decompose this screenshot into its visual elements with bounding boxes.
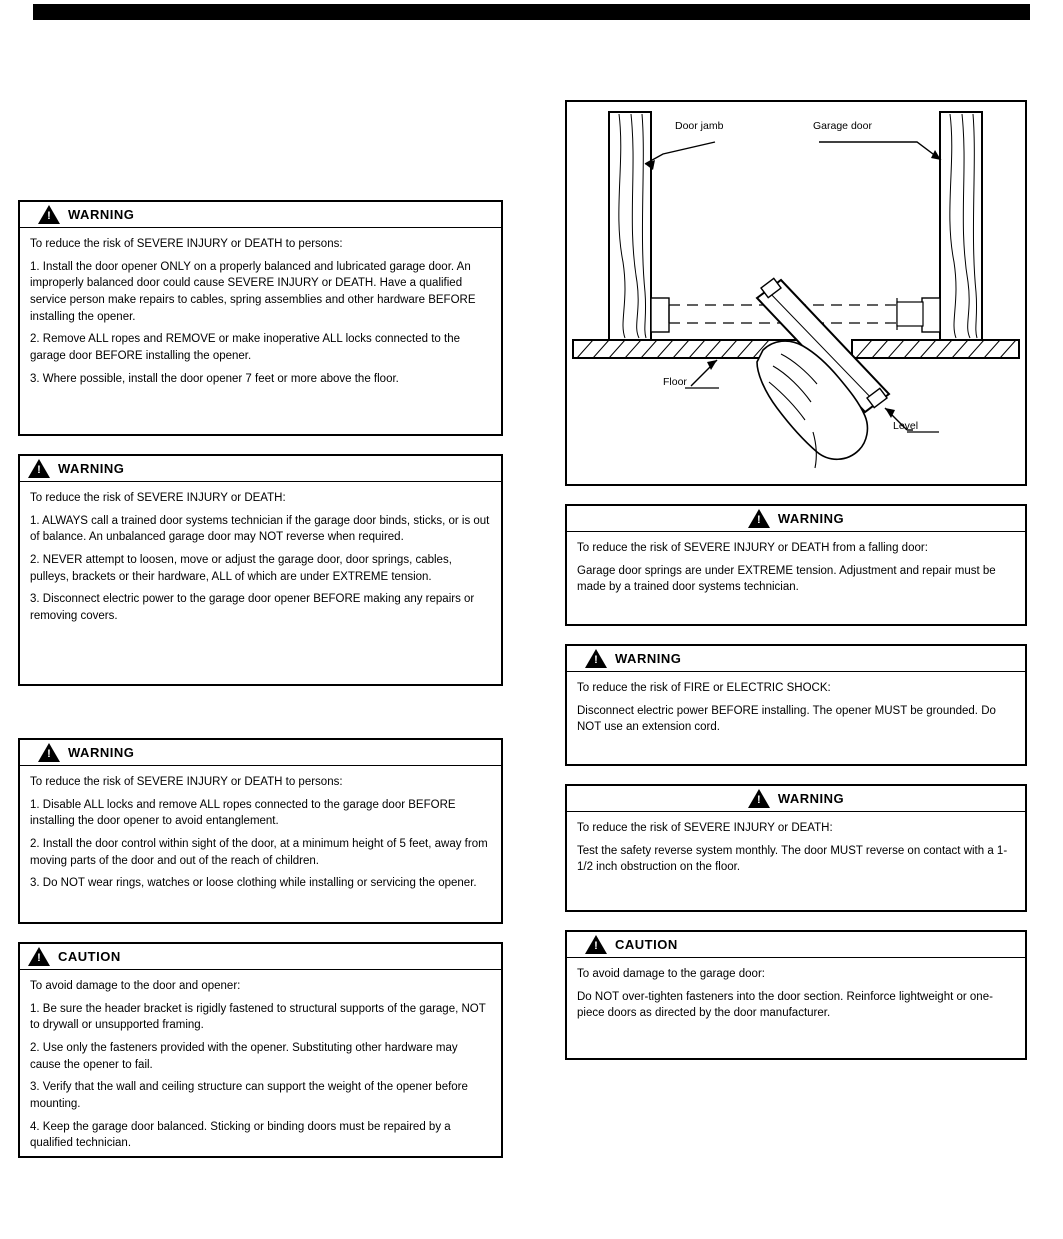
notice-body	[20, 970, 501, 1162]
warning-triangle-icon	[585, 649, 607, 668]
notice-label: WARNING	[615, 651, 682, 666]
notice-label: WARNING	[777, 511, 845, 526]
warning-spring-tension	[565, 504, 1027, 626]
notice-line: Do NOT over-tighten fasteners into the door section. Reinforce lightweight or one-piece doors as directed by the door manufacturer.	[577, 990, 993, 1020]
page-header-bar	[33, 4, 1030, 20]
warning-triangle-icon	[28, 459, 50, 478]
warning-electrical	[18, 454, 503, 686]
right-column	[565, 100, 1027, 1078]
notice-line: 3. Where possible, install the door opener 7 feet or more above the floor.	[30, 372, 399, 385]
notice-line: 1. Be sure the header bracket is rigidly fastened to structural supports of the garage, NOT to drywall or unsupported framing.	[30, 1002, 486, 1032]
notice-header	[567, 932, 1025, 958]
diagram-svg	[567, 102, 1025, 484]
notice-label: WARNING	[58, 461, 125, 476]
caution-drilling	[18, 942, 503, 1158]
warning-triangle-icon	[748, 789, 770, 808]
notice-line: Disconnect electric power BEFORE installing. The opener MUST be grounded. Do NOT use an extension cord.	[577, 704, 996, 734]
notice-line: 3. Disconnect electric power to the garage door opener BEFORE making any repairs or removing covers.	[30, 593, 475, 623]
figure-label-garage-door: Garage door	[813, 120, 872, 132]
warning-safety-reverse	[565, 784, 1027, 912]
garage-door-jamb-diagram	[565, 100, 1027, 486]
notice-line: 2. Use only the fasteners provided with the opener. Substituting other hardware may cause the opener to fail.	[30, 1042, 458, 1071]
notice-line: 1. Install the door opener ONLY on a properly balanced and lubricated garage door. An improperly balanced door could cause SEVERE INJURY or DEATH. Have a qualified service person make repairs to cables, spring assemblies and other hardware BEFORE installing the opener.	[30, 260, 476, 323]
notice-body	[567, 958, 1025, 1032]
notice-body	[20, 228, 501, 397]
left-column	[18, 40, 503, 1176]
notice-line: To reduce the risk of SEVERE INJURY or DEATH from a falling door:	[577, 542, 928, 554]
warning-entrapment	[18, 200, 503, 436]
warning-door-lock	[18, 738, 503, 924]
notice-header	[567, 506, 1025, 532]
warning-triangle-icon	[38, 743, 60, 762]
notice-line: 1. ALWAYS call a trained door systems technician if the garage door binds, sticks, or is out of balance. An unbalanced garage door may NOT reverse when required.	[30, 514, 490, 544]
notice-line: 2. NEVER attempt to loosen, move or adjust the garage door, door springs, cables, pulleys, brackets or their hardware, ALL of which are under EXTREME tension.	[30, 554, 452, 583]
notice-label: CAUTION	[58, 949, 121, 964]
notice-body	[20, 482, 501, 635]
notice-body	[20, 766, 501, 902]
notice-line: To reduce the risk of FIRE or ELECTRIC SHOCK:	[577, 682, 831, 694]
warning-triangle-icon	[38, 205, 60, 224]
notice-header	[20, 456, 501, 482]
notice-line: Garage door springs are under EXTREME tension. Adjustment and repair must be made by a trained door systems technician.	[577, 564, 996, 594]
warning-triangle-icon	[28, 947, 50, 966]
notice-label: CAUTION	[615, 937, 678, 952]
warning-power-supply	[565, 644, 1027, 766]
notice-label: WARNING	[777, 791, 845, 806]
notice-line: To avoid damage to the garage door:	[577, 968, 765, 980]
notice-body	[567, 812, 1025, 886]
notice-label: WARNING	[68, 745, 135, 760]
warning-triangle-icon	[585, 935, 607, 954]
notice-line: To reduce the risk of SEVERE INJURY or DEATH to persons:	[30, 238, 343, 250]
column-spacer	[18, 704, 503, 738]
notice-line: 3. Verify that the wall and ceiling structure can support the weight of the opener before mounting.	[30, 1081, 468, 1111]
notice-header	[20, 740, 501, 766]
notice-header	[567, 786, 1025, 812]
notice-line: 3. Do NOT wear rings, watches or loose clothing while installing or servicing the opener.	[30, 877, 477, 890]
notice-line: 4. Keep the garage door balanced. Sticking or binding doors must be repaired by a qualified technician.	[30, 1120, 451, 1150]
notice-body	[567, 672, 1025, 746]
notice-line: To reduce the risk of SEVERE INJURY or DEATH:	[577, 822, 833, 834]
figure-label-level: Level	[893, 420, 919, 432]
notice-line: To avoid damage to the door and opener:	[30, 980, 241, 992]
notice-header	[20, 944, 501, 970]
notice-line: To reduce the risk of SEVERE INJURY or DEATH to persons:	[30, 776, 343, 788]
notice-label: WARNING	[68, 207, 135, 222]
caution-finish-hardware	[565, 930, 1027, 1060]
notice-line: Test the safety reverse system monthly. The door MUST reverse on contact with a 1-1/2 inch obstruction on the floor.	[577, 844, 1008, 874]
warning-triangle-icon	[748, 509, 770, 528]
figure-label-door-jamb: Door jamb	[675, 120, 724, 132]
figure-label-floor: Floor	[663, 376, 687, 388]
notice-line: 2. Remove ALL ropes and REMOVE or make inoperative ALL locks connected to the garage door BEFORE installing the opener.	[30, 333, 460, 363]
notice-header	[567, 646, 1025, 672]
notice-body	[567, 532, 1025, 606]
notice-line: To reduce the risk of SEVERE INJURY or DEATH:	[30, 492, 286, 504]
notice-header	[20, 202, 501, 228]
notice-line: 2. Install the door control within sight of the door, at a minimum height of 5 feet, away from moving parts of the door and out of the reach of children.	[30, 838, 488, 867]
notice-line: 1. Disable ALL locks and remove ALL ropes connected to the garage door BEFORE installing the door opener to avoid entanglement.	[30, 798, 456, 828]
